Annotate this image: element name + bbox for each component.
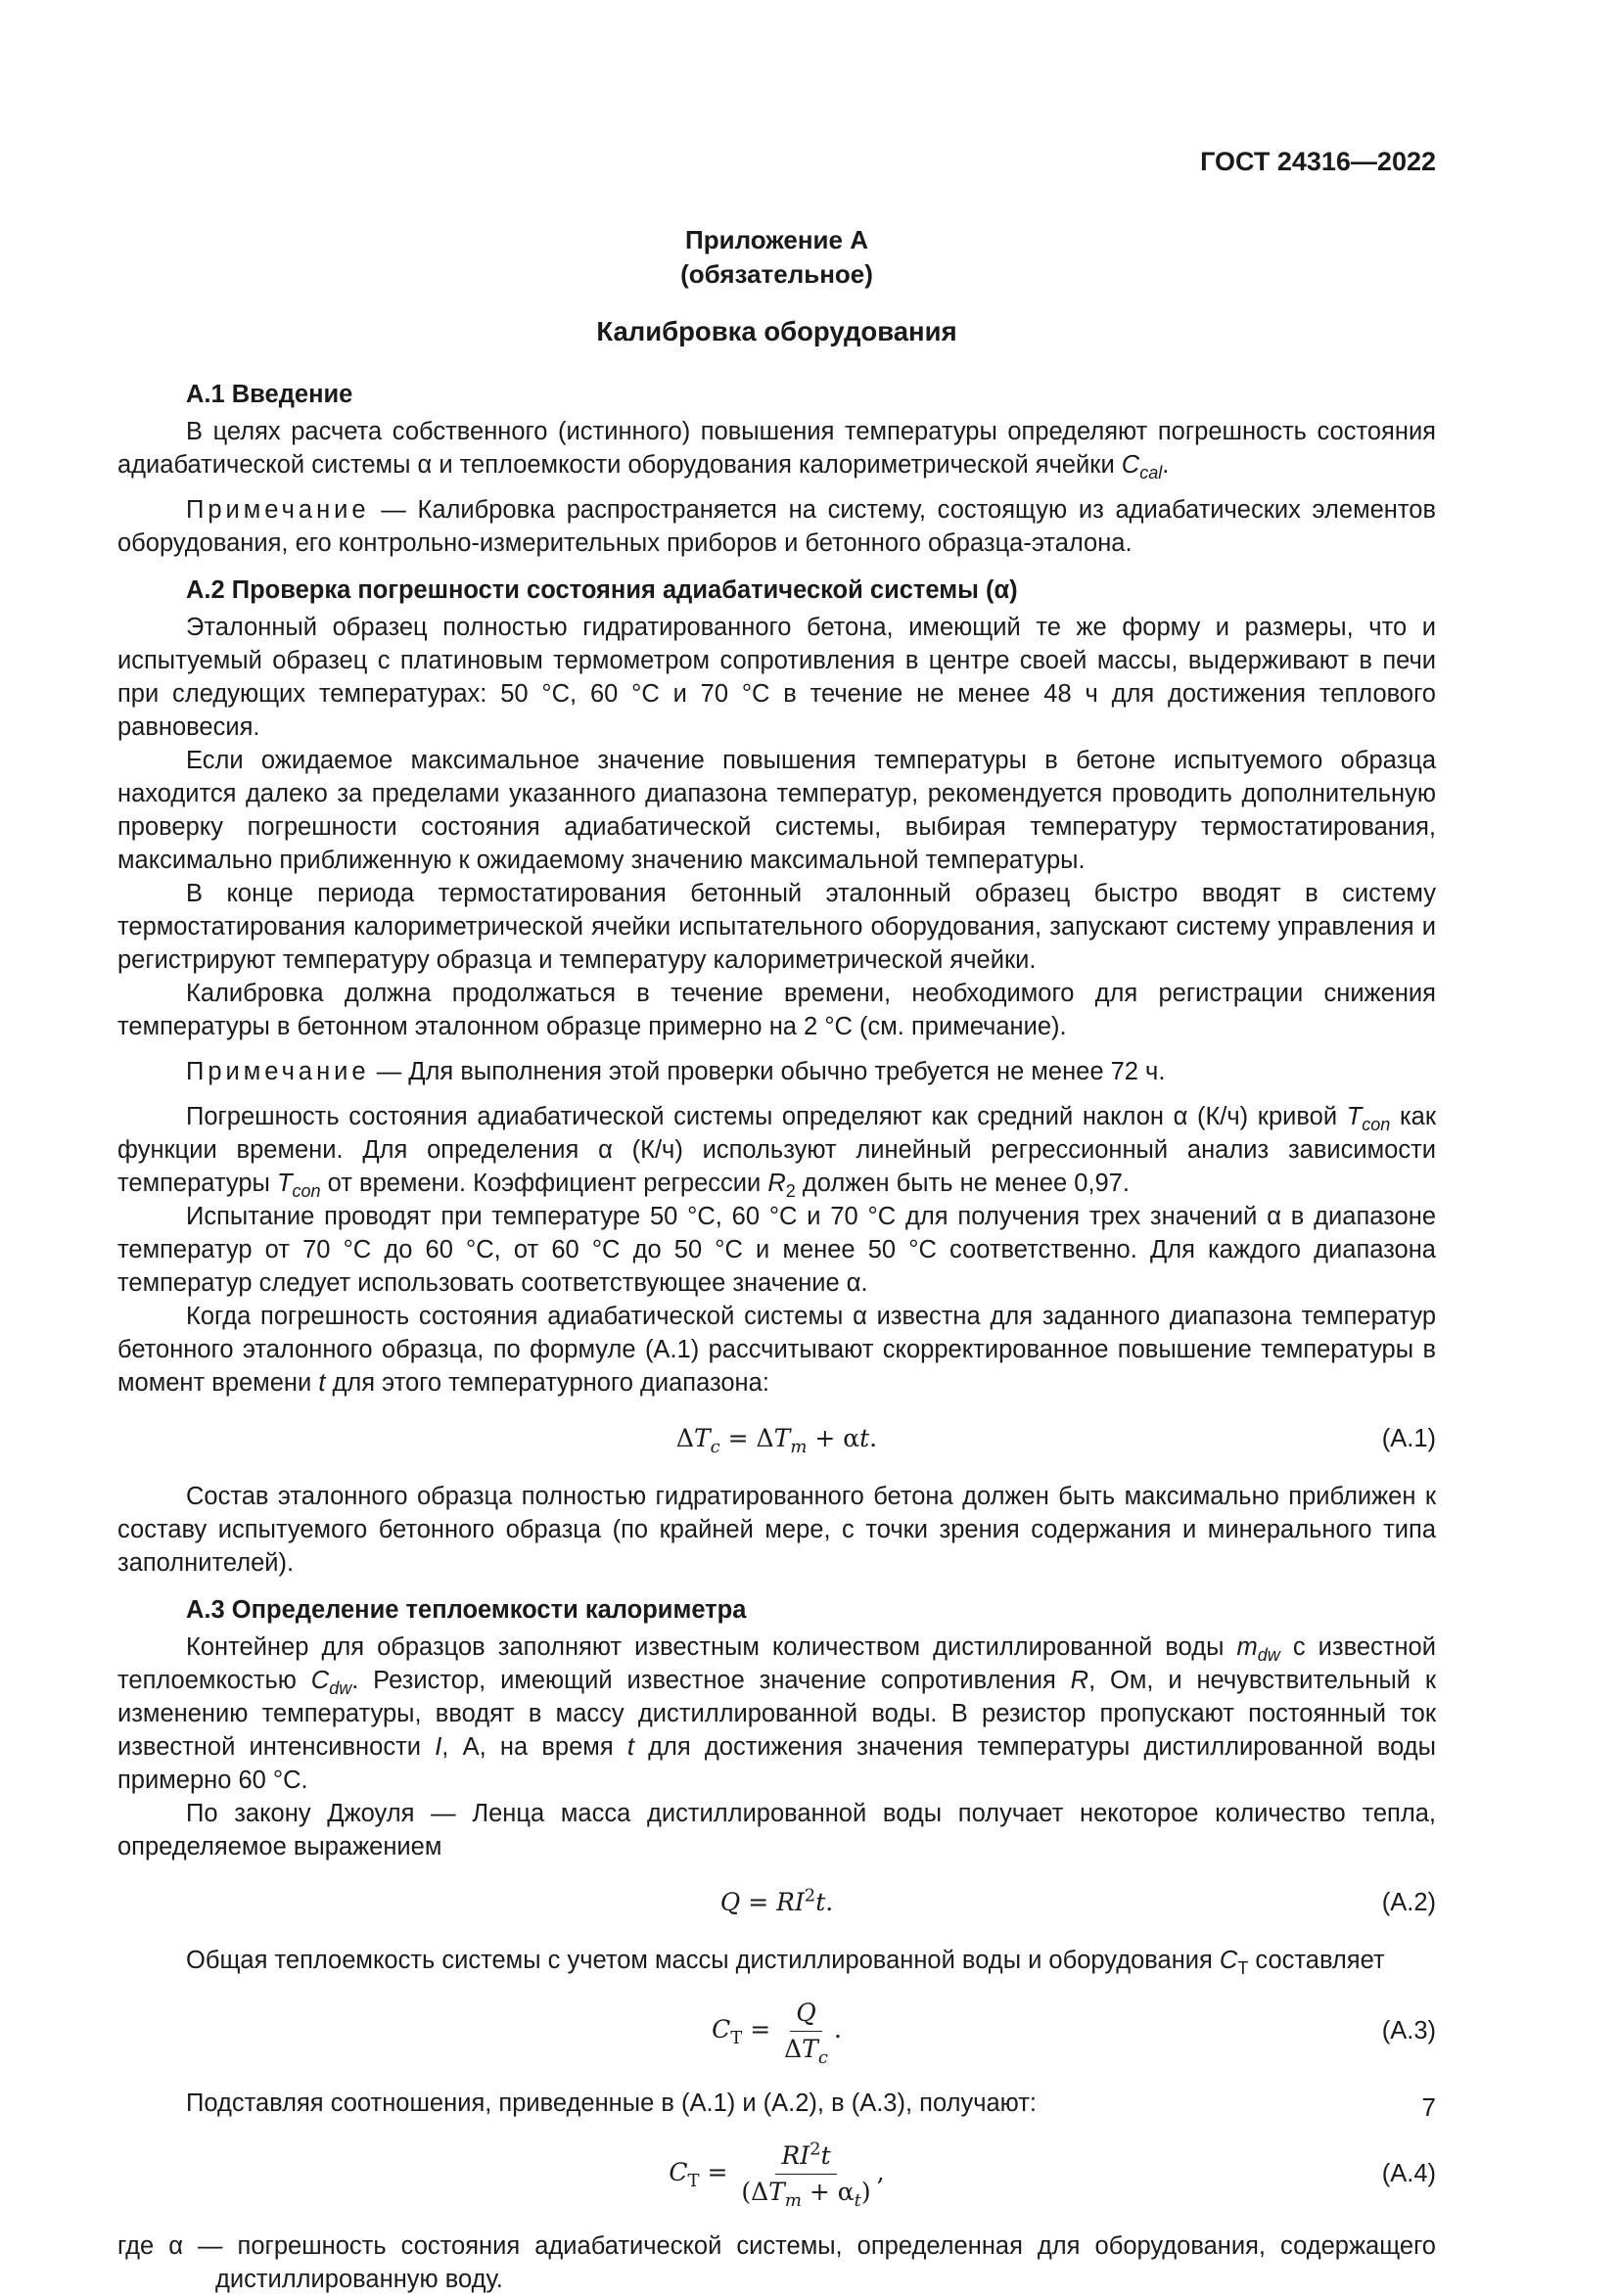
section-a2-paragraph-6: Испытание проводят при температуре 50 °C, 60 °C и 70 °C для получения трех значений α в диапазоне температур от 70 °C до 60 °C, от 60 °C до 50 °C и менее 50 °C соответственно. Для каждого диапазона температур следует использовать соответствующее значение α. (117, 1203, 1436, 1297)
section-a1-note: Примечание — Калибровка распространяется на систему, состоящую из адиабатических элементов оборудования, его контрольно-измерительных приборов и бетонного образца-эталона. (117, 496, 1436, 557)
section-a3-title: А.3 Определение теплоемкости калориметра (186, 1596, 747, 1624)
section-a1-paragraph: В целях расчета собственного (истинного) повышения температуры определяют погрешность состояния адиабатической системы α и теплоемкости оборудования калориметрической ячейки $C_{cal}$. (117, 418, 1436, 483)
page-number: 7 (1421, 2092, 1436, 2122)
section-a2-paragraph-1: Эталонный образец полностью гидратированного бетона, имеющий те же форму и размеры, что и испытуемый образец с платиновым термометром сопротивления в центре своей массы, выдерживают в печи при следующих температурах: 50 °C, 60 °C и 70 °C в течение не менее 48 ч для достижения теплового равновесия. (117, 614, 1436, 741)
annex-heading (117, 223, 1436, 292)
section-a1-title: А.1 Введение (186, 381, 353, 408)
equation-a4 (117, 2130, 1436, 2218)
section-a2-paragraph-4: Калибровка должна продолжаться в течение времени, необходимого для регистрации снижения температуры в бетонном эталонном образце примерно на 2 °C (см. примечание). (117, 980, 1436, 1040)
section-a3-paragraph-2: По закону Джоуля — Ленца масса дистиллированной воды получает некоторое количество тепла, определяемое выражением (117, 1800, 1436, 1860)
equation-a3-number: (А.3) (1381, 2017, 1436, 2044)
document-body (117, 378, 1436, 2296)
section-a2-note: Примечание — Для выполнения этой проверки обычно требуется не менее 72 ч. (186, 1058, 1166, 1085)
equation-a2 (117, 1873, 1436, 1932)
annex-main-title: Калибровка оборудования (596, 316, 957, 346)
equation-a4-formula: $C_Т$ = $\frac{RI^2t}{(\Delta T_m + \alpha_t)}$ , (669, 2138, 885, 2211)
section-a2-title: А.2 Проверка погрешности состояния адиабатической системы (α) (186, 576, 1018, 604)
section-a3-paragraph-1: Контейнер для образцов заполняют известным количеством дистиллированной воды $m_{dw}$ с известной теплоемкостью $C_{dw}$. Резистор, имеющий известное значение сопротивления R, Ом, и нечувствительный к изменению температуры, вводят в массу дистиллированной воды. В резистор пропускают постоянный ток известной интенсивности I, А, на время t для достижения значения температуры дистиллированной воды примерно 60 °C. (117, 1633, 1437, 1794)
equation-a1-number: (А.1) (1381, 1425, 1436, 1452)
equation-a2-formula: $Q = RI^2t$. (719, 1885, 834, 1916)
section-a2-paragraph-7: Когда погрешность состояния адиабатической системы α известна для заданного диапазона температур бетонного эталонного образца, по формуле (А.1) рассчитывают скорректированное повышение температуры в момент времени t для этого температурного диапазона: (117, 1303, 1436, 1397)
section-a2-paragraph-3: В конце периода термостатирования бетонный эталонный образец быстро вводят в систему термостатирования калориметрической ячейки испытательного оборудования, запускают систему управления и регистрируют температуру образца и температуру калориметрической ячейки. (117, 880, 1436, 974)
annex-title: Приложение А (685, 225, 868, 254)
equation-a2-number: (А.2) (1381, 1889, 1436, 1916)
equation-a1-formula: $\Delta T_c = \Delta T_m + \alpha t$. (675, 1424, 878, 1457)
section-a2-paragraph-5: Погрешность состояния адиабатической системы определяют как средний наклон α (К/ч) кривой $T_{con}$ как функции времени. Для определения α (К/ч) используют линейный регрессионный анализ зависимости температуры $T_{con}$ от времени. Коэффициент регрессии $R_2$ должен быть не менее 0,97. (117, 1103, 1436, 1202)
equation-a4-number: (А.4) (1381, 2160, 1436, 2187)
equation-a1 (117, 1409, 1436, 1468)
section-a2-paragraph-2: Если ожидаемое максимальное значение повышения температуры в бетоне испытуемого образца находится далеко за пределами указанного диапазона температур, рекомендуется проводить дополнительную проверку погрешности состояния адиабатической системы, выбирая температуру термостатирования, максимально приближенную к ожидаемому значению максимальной температуры. (117, 747, 1436, 874)
standard-number: ГОСТ 24316—2022 (1200, 147, 1436, 176)
equation-a3-formula: $C_Т$ = $\frac{Q}{\Delta T_c}$ . (712, 1998, 842, 2068)
section-a3-paragraph-4: Подставляя соотношения, приведенные в (А.1) и (А.2), в (А.3), получают: (186, 2089, 1038, 2117)
annex-status: (обязательное) (680, 259, 873, 289)
equation-legend: где α — погрешность состояния адиабатической системы, определенная для оборудования, содержащего дистиллированную воду. (117, 2232, 1436, 2293)
section-a3-paragraph-3: Общая теплоемкость системы с учетом массы дистиллированной воды и оборудования $C_Т$ составляет (186, 1947, 1385, 1979)
section-a2-paragraph-8: Состав эталонного образца полностью гидратированного бетона должен быть максимально приближен к составу испытуемого бетонного образца (по крайней мере, с точки зрения содержания и минерального типа заполнителей). (117, 1483, 1436, 1577)
equation-a3 (117, 1987, 1436, 2075)
